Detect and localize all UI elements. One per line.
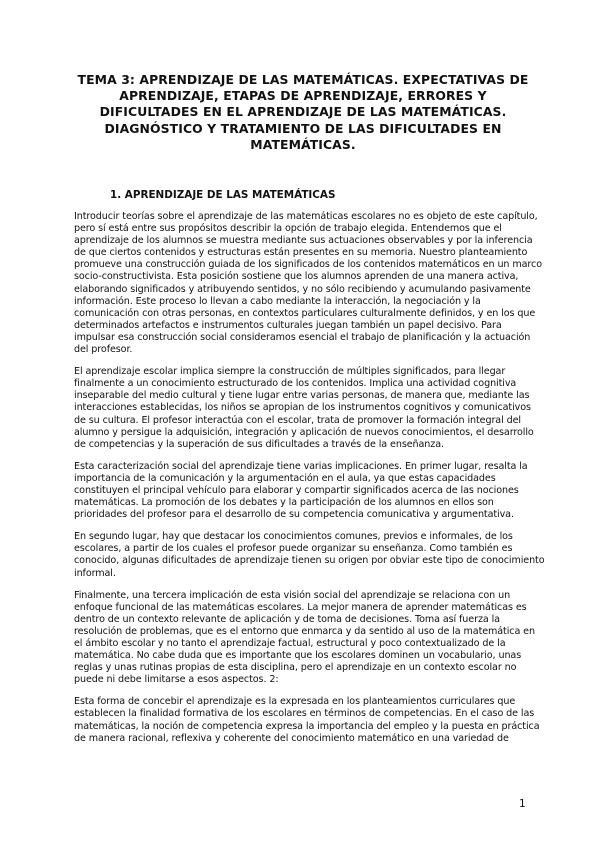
title-line: MATEMÁTICAS. bbox=[250, 136, 356, 152]
paragraph-line: alumno y persigue la adquisición, integración y aplicación de nuevos conocimientos, el desarrollo bbox=[74, 426, 534, 438]
paragraph-line: matemáticas, la noción de competencia expresa la importancia del empleo y la puesta en práctica bbox=[74, 720, 540, 732]
paragraph-line: del profesor. bbox=[74, 344, 133, 356]
paragraph-line: de competencias y la superación de sus dificultades a través de la enseñanza. bbox=[74, 438, 444, 450]
paragraph bbox=[74, 366, 536, 451]
paragraph-line: importancia de la comunicación y la argumentación en el aula, ya que estas capacidades bbox=[74, 472, 496, 484]
title-line: APRENDIZAJE, ETAPAS DE APRENDIZAJE, ERRORES Y bbox=[119, 88, 487, 104]
paragraph-line: escolares, a partir de los cuales el profesor puede organizar su enseñanza. Como también es bbox=[74, 543, 513, 555]
paragraph-line: puede ni debe limitarse a esos aspectos. 2: bbox=[74, 674, 279, 686]
paragraph-line: impulsar esa construcción social consideramos esencial el trabajo de planificación y la actuación bbox=[74, 331, 531, 343]
paragraph-line: interacciones establecidas, los niños se apropian de los instrumentos cognitivos y comunicativos bbox=[74, 402, 531, 414]
title-line: DIFICULTADES EN EL APRENDIZAJE DE LAS MATEMÁTICAS. bbox=[99, 104, 507, 120]
title-line: TEMA 3: APRENDIZAJE DE LAS MATEMÁTICAS. EXPECTATIVAS DE bbox=[77, 72, 529, 87]
document-body bbox=[74, 211, 545, 755]
title-line: DIAGNÓSTICO Y TRATAMIENTO DE LAS DIFICULTADES EN bbox=[104, 120, 502, 136]
paragraph-line: informal. bbox=[74, 567, 116, 579]
paragraph-line: socio-constructivista. Esta posición sostiene que los alumnos aprenden de una manera activa, bbox=[74, 271, 519, 283]
paragraph-line: aprendizaje de los alumnos se muestra mediante sus actuaciones observables y por la inferencia bbox=[74, 235, 533, 247]
paragraph-line: constituyen el principal vehículo para elaborar y compartir significados acerca de las nociones bbox=[74, 484, 519, 496]
paragraph-line: finalmente a un conocimiento estructurado de los contenidos. Implica una actividad cognitiva bbox=[74, 378, 517, 390]
paragraph-line: promueve una construcción guiada de los significados de los contenidos matemáticos en un marco bbox=[74, 259, 542, 271]
paragraph-line: enfoque funcional de las matemáticas escolares. La mejor manera de aprender matemáticas es bbox=[74, 601, 527, 613]
paragraph-line: matemáticas. La promoción de los debates y la participación de los alumnos en ellos son bbox=[74, 497, 494, 509]
paragraph-line: inseparable del medio cultural y tiene lugar entre varias personas, de manera que, mediante las bbox=[74, 390, 530, 402]
paragraph-line: resolución de problemas, que es el entorno que enmarca y da sentido al uso de la matemática en bbox=[74, 625, 535, 637]
paragraph bbox=[74, 211, 542, 356]
paragraph-line: de que ciertos contenidos y estructuras están presentes en su memoria. Nuestro planteamiento bbox=[74, 247, 528, 259]
document-title bbox=[70, 72, 536, 153]
paragraph bbox=[74, 461, 536, 521]
paragraph-line: prioridades del profesor para el desarrollo de su competencia comunicativa y argumentativa. bbox=[74, 509, 514, 521]
paragraph-line: Introducir teorías sobre el aprendizaje de las matemáticas escolares no es objeto de este capítulo, bbox=[74, 211, 538, 222]
paragraph-line: Finalmente, una tercera implicación de esta visión social del aprendizaje se relaciona con un bbox=[74, 589, 511, 601]
paragraph-line: el ámbito escolar y no tanto el aprendizaje factual, estructural y poco contextualizado de la bbox=[74, 638, 506, 649]
paragraph-line: de manera racional, reflexiva y coherente del conocimiento matemático en una variedad de bbox=[74, 732, 509, 744]
paragraph-line: Esta caracterización social del aprendizaje tiene varias implicaciones. En primer lugar, resalta la bbox=[74, 460, 528, 472]
paragraph-line: elaborando significados y atribuyendo sentidos, y no sólo recibiendo y acumulando pasivamente bbox=[74, 283, 531, 295]
section-heading: 1. APRENDIZAJE DE LAS MATEMÁTICAS bbox=[110, 189, 336, 201]
paragraph-line: información. Este proceso lo llevan a cabo mediante la interacción, la negociación y la bbox=[74, 295, 481, 307]
paragraph bbox=[74, 531, 545, 579]
paragraph-line: establecen la finalidad formativa de los escolares en términos de competencias. En el caso de las bbox=[74, 708, 535, 720]
paragraph bbox=[74, 590, 536, 687]
paragraph-line: comunicación con otras personas, en contextos particulares culturalmente definidos, y en los que bbox=[74, 307, 536, 319]
paragraph-line: El aprendizaje escolar implica siempre la construcción de múltiples significados, para llegar bbox=[74, 366, 506, 378]
page-number: 1 bbox=[519, 798, 526, 810]
paragraph-line: dentro de un contexto relevante de aplicación y de toma de decisiones. Toma así fuerza la bbox=[74, 613, 500, 625]
paragraph-line: Esta forma de concebir el aprendizaje es la expresada en los planteamientos curriculares que bbox=[74, 696, 516, 708]
paragraph-line: En segundo lugar, hay que destacar los conocimientos comunes, previos e informales, de los bbox=[74, 531, 513, 543]
paragraph-line: matemática. No cabe duda que es importante que los escolares dominen un vocabulario, unas bbox=[74, 650, 522, 662]
paragraph-line: conocido, algunas dificultades de aprendizaje tienen su origen por obviar este tipo de conocimiento bbox=[74, 555, 545, 567]
paragraph-line: pero sí está entre sus propósitos describir la opción de trabajo elegida. Entendemos que el bbox=[74, 223, 502, 235]
paragraph bbox=[74, 696, 540, 744]
paragraph-line: determinados artefactos e instrumentos culturales juegan también un papel decisivo. Para bbox=[74, 319, 502, 331]
paragraph-line: de su cultura. El profesor interactúa con el escolar, trata de promover la formación integral del bbox=[74, 414, 521, 426]
paragraph-line: reglas y unas rutinas propias de esta disciplina, pero el aprendizaje en un contexto escolar no bbox=[74, 662, 517, 674]
